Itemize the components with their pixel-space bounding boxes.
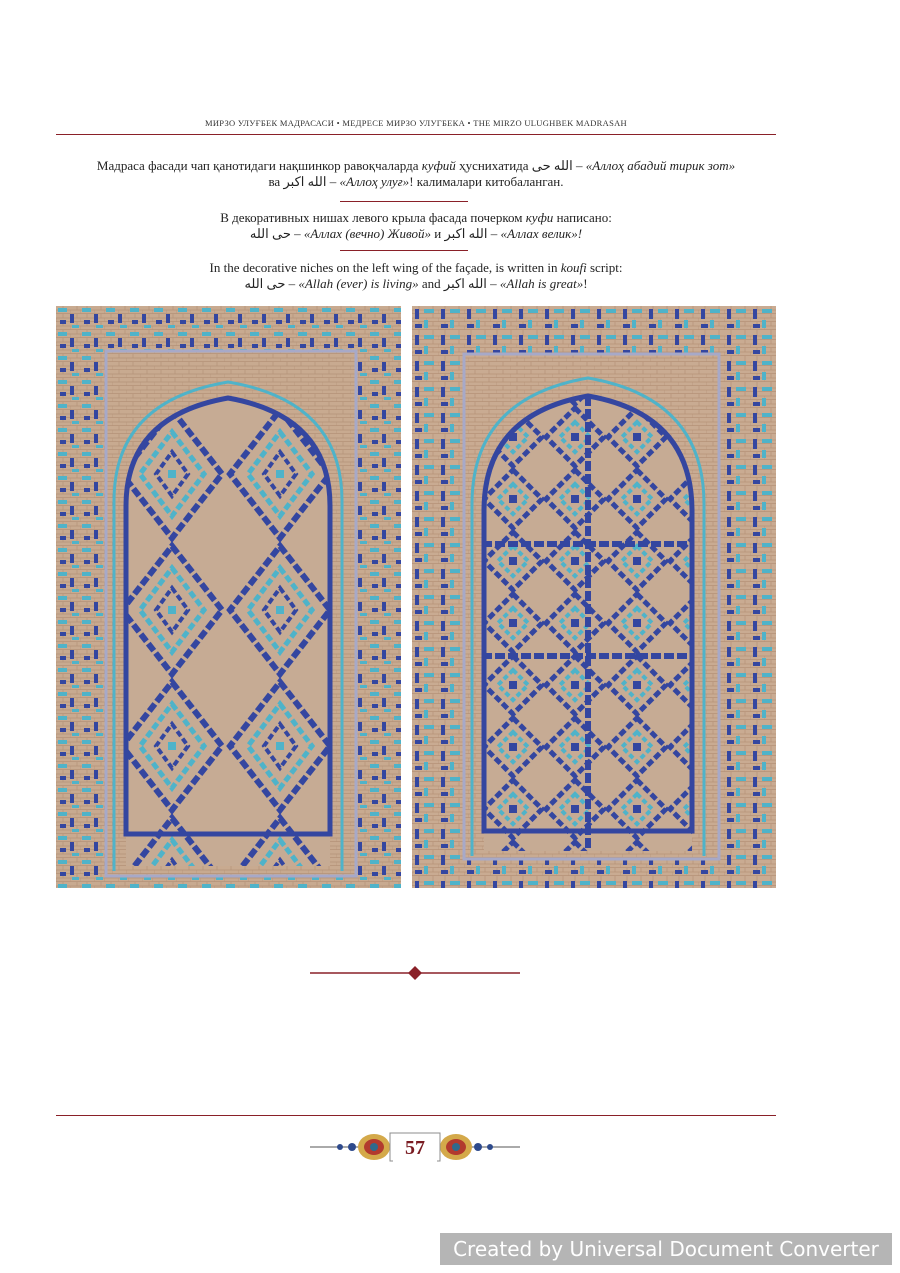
diamond-divider-icon <box>310 965 520 981</box>
caption-uz-line-2: ва الله اكبر – «Аллоҳ улуғ»! калималари китобаланган. <box>268 174 564 189</box>
caption-divider-2 <box>340 250 468 251</box>
caption-uz-line-1: Мадраса фасади чап қанотидаги нақшинкор равоқчаларда куфий ҳуснихатида الله حى – «Аллоҳ абадий тирик зот» <box>96 158 736 173</box>
niche-photo-left <box>56 306 401 888</box>
footer-rule <box>56 1115 776 1116</box>
caption-uz <box>40 158 792 190</box>
caption-en-line-1: In the decorative niches on the left wing of the façade, is written in koufi script: <box>209 260 623 275</box>
niche-photo-right <box>412 306 776 888</box>
caption-ru <box>40 210 792 242</box>
ornamental-divider <box>310 965 520 981</box>
tiled-niche-left-image <box>56 306 401 888</box>
tiled-niche-right-image <box>412 306 776 888</box>
header-rule <box>56 134 776 135</box>
running-header: МИРЗО УЛУҒБЕК МАДРАСАСИ • МЕДРЕСЕ МИРЗО УЛУГБЕКА • THE MIRZO ULUGHBEK MADRASAH <box>205 118 627 128</box>
caption-ru-line-1: В декоративных нишах левого крыла фасада почерком куфи написано: <box>220 210 612 225</box>
caption-divider-1 <box>340 201 468 202</box>
caption-ru-line-2: حى الله – «Аллах (вечно) Живой» и الله اكبر – «Аллах велик»! <box>249 226 583 241</box>
caption-en <box>40 260 792 292</box>
caption-en-line-2: حى الله – «Allah (ever) is living» and الله اكبر – «Allah is great»! <box>244 276 588 291</box>
converter-watermark: Created by Universal Document Converter <box>440 1233 892 1265</box>
page-number: 57 <box>393 1136 437 1162</box>
